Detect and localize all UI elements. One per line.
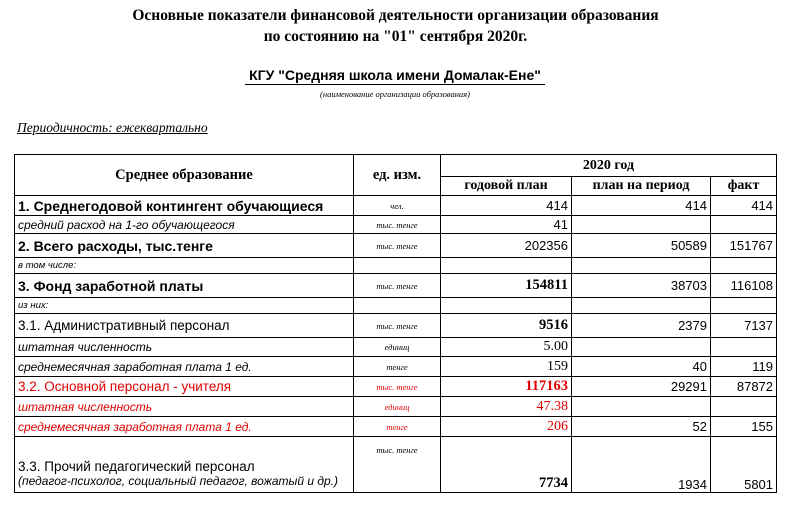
row-label bbox=[15, 437, 354, 493]
row-plan-year: 9516 bbox=[441, 314, 572, 338]
row-unit: тыс. тенге bbox=[354, 216, 441, 234]
row-label: штатная численность bbox=[15, 397, 354, 417]
header-unit: ед. изм. bbox=[354, 155, 441, 196]
row-plan-year: 41 bbox=[441, 216, 572, 234]
header-fact: факт bbox=[711, 177, 777, 196]
row-label: средний расход на 1-го обучающегося bbox=[15, 216, 354, 234]
row-fact bbox=[711, 338, 777, 357]
table-row bbox=[15, 437, 777, 493]
table-header-row bbox=[15, 155, 777, 177]
row-plan-year: 202356 bbox=[441, 234, 572, 258]
row-plan-period: 50589 bbox=[572, 234, 711, 258]
table-row bbox=[15, 377, 777, 397]
organization-name: КГУ "Средняя школа имени Домалак-Ене" bbox=[245, 67, 545, 85]
row-fact bbox=[711, 216, 777, 234]
row-label: в том числе: bbox=[15, 258, 354, 274]
row-label: 3.2. Основной персонал - учителя bbox=[15, 377, 354, 397]
row-fact bbox=[711, 298, 777, 314]
row-fact bbox=[711, 258, 777, 274]
row-label: среднемесячная заработная плата 1 ед. bbox=[15, 357, 354, 377]
row-plan-year: 5.00 bbox=[441, 338, 572, 357]
table-row bbox=[15, 196, 777, 216]
table-row bbox=[15, 314, 777, 338]
row-unit: тенге bbox=[354, 357, 441, 377]
financial-indicators-table bbox=[14, 154, 777, 493]
header-year: 2020 год bbox=[441, 155, 777, 177]
row-unit: тыс. тенге bbox=[354, 234, 441, 258]
row-fact bbox=[711, 397, 777, 417]
row-plan-period: 1934 bbox=[572, 437, 711, 493]
row-unit: тыс. тенге bbox=[354, 274, 441, 298]
row-plan-year bbox=[441, 258, 572, 274]
row-plan-period: 414 bbox=[572, 196, 711, 216]
row-plan-year: 206 bbox=[441, 417, 572, 437]
header-plan-year: годовой план bbox=[441, 177, 572, 196]
periodicity-label: Периодичность: ежеквартально bbox=[17, 120, 208, 135]
organization-caption: (наименование организации образования) bbox=[320, 89, 470, 99]
row-label: среднемесячная заработная плата 1 ед. bbox=[15, 417, 354, 437]
row-plan-period bbox=[572, 338, 711, 357]
row-unit: тыс. тенге bbox=[354, 437, 441, 493]
table-row bbox=[15, 338, 777, 357]
row-label: из них: bbox=[15, 298, 354, 314]
row-fact: 414 bbox=[711, 196, 777, 216]
row-label: 3. Фонд заработной платы bbox=[15, 274, 354, 298]
row-plan-period: 38703 bbox=[572, 274, 711, 298]
row-unit: единиц bbox=[354, 397, 441, 417]
row-plan-period: 29291 bbox=[572, 377, 711, 397]
table-row bbox=[15, 397, 777, 417]
report-title-line2: по состоянию на "01" сентября 2020г. bbox=[263, 28, 528, 45]
row-unit bbox=[354, 298, 441, 314]
table-row bbox=[15, 357, 777, 377]
row-fact: 87872 bbox=[711, 377, 777, 397]
row-plan-year: 159 bbox=[441, 357, 572, 377]
header-plan-period: план на период bbox=[572, 177, 711, 196]
row-plan-year: 414 bbox=[441, 196, 572, 216]
row-label: штатная численность bbox=[15, 338, 354, 357]
row-plan-period: 2379 bbox=[572, 314, 711, 338]
table-row bbox=[15, 258, 777, 274]
report-title-line1: Основные показатели финансовой деятельности организации образования bbox=[132, 7, 659, 24]
row-plan-period bbox=[572, 397, 711, 417]
row-plan-year: 7734 bbox=[441, 437, 572, 493]
row-label-line1: 3.3. Прочий педагогический персонал bbox=[18, 459, 255, 474]
row-plan-year: 47.38 bbox=[441, 397, 572, 417]
table-row bbox=[15, 274, 777, 298]
row-plan-year bbox=[441, 298, 572, 314]
row-unit: единиц bbox=[354, 338, 441, 357]
row-plan-period bbox=[572, 216, 711, 234]
row-label: 1. Среднегодовой контингент обучающиеся bbox=[15, 196, 354, 216]
row-fact: 155 bbox=[711, 417, 777, 437]
row-plan-year: 117163 bbox=[441, 377, 572, 397]
row-unit: тенге bbox=[354, 417, 441, 437]
row-unit: тыс. тенге bbox=[354, 314, 441, 338]
table-row bbox=[15, 216, 777, 234]
row-fact: 116108 bbox=[711, 274, 777, 298]
row-label-line2: (педагог-психолог, социальный педагог, вожатый и др.) bbox=[18, 474, 338, 488]
row-plan-period: 40 bbox=[572, 357, 711, 377]
row-label: 3.1. Административный персонал bbox=[15, 314, 354, 338]
table-row bbox=[15, 417, 777, 437]
row-plan-year: 154811 bbox=[441, 274, 572, 298]
row-plan-period bbox=[572, 258, 711, 274]
row-fact: 7137 bbox=[711, 314, 777, 338]
row-unit: тыс. тенге bbox=[354, 377, 441, 397]
row-plan-period: 52 bbox=[572, 417, 711, 437]
table-row bbox=[15, 298, 777, 314]
table-row bbox=[15, 234, 777, 258]
row-unit bbox=[354, 258, 441, 274]
row-unit: чел. bbox=[354, 196, 441, 216]
row-plan-period bbox=[572, 298, 711, 314]
row-label: 2. Всего расходы, тыс.тенге bbox=[15, 234, 354, 258]
header-name: Среднее образование bbox=[15, 155, 354, 196]
row-fact: 151767 bbox=[711, 234, 777, 258]
row-fact: 119 bbox=[711, 357, 777, 377]
row-fact: 5801 bbox=[711, 437, 777, 493]
